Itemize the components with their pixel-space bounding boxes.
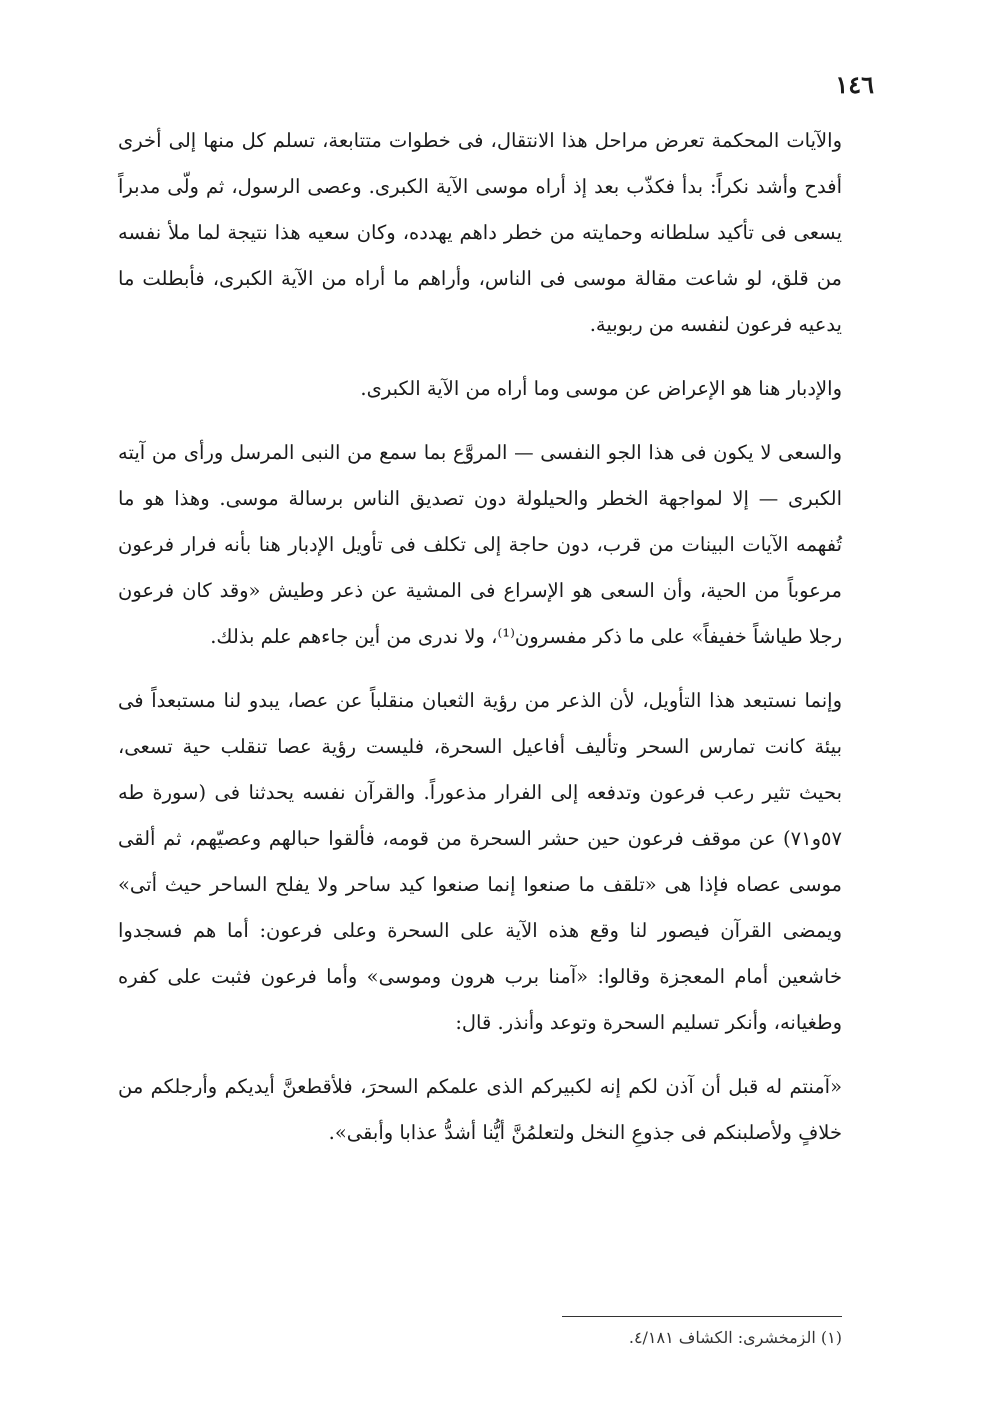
paragraph-1: والآيات المحكمة تعرض مراحل هذا الانتقال، فى خطوات متتابعة، تسلم كل منها إلى أخرى أفدح وأشد نكراً: بدأ فكذّب بعد إذ أراه موسى الآية الكبرى. وعصى الرسول، ثم ولّى مدبراً يسعى فى تأكيد سلطانه وحمايته من خطر داهم يهدده، وكان سعيه هذا نتيجة لما ملأ نفسه من قلق، لو شاعت مقالة موسى فى الناس، وأراهم ما أراه من الآية الكبرى، فأبطلت ما يدعيه فرعون لنفسه من ربوبية. (118, 129, 842, 336)
paragraph-3: والسعى لا يكون فى هذا الجو النفسى — المروَّع بما سمع من النبى المرسل ورأى من آيته الكبرى — إلا لمواجهة الخطر والحيلولة دون تصديق الناس برسالة موسى. وهذا هو ما تُفهمه الآيات البينات من قرب، دون حاجة إلى تكلف فى تأويل الإدبار هنا بأنه فرار فرعون مرعوباً من الحية، وأن السعى هو الإسراع فى المشية عن ذعر وطيش «وقد كان فرعون رجلا طياشاً خفيفاً» على ما ذكر مفسرون⁽¹⁾، ولا ندرى من أين جاءهم علم بذلك. (118, 441, 842, 648)
quote-paragraph: «آمنتم له قبل أن آذن لكم إنه لكبيركم الذى علمكم السحرَ، فلأقطعنَّ أيديكم وأرجلكم من خلافٍ ولأصلبنكم فى جذوعِ النخل ولتعلمُنَّ أيُّنا أشدُّ عذابا وأبقى». (118, 1075, 842, 1144)
paragraph-spacer (118, 1046, 842, 1064)
paragraph-spacer (118, 412, 842, 430)
body-text (118, 118, 842, 1156)
paragraph-4: وإنما نستبعد هذا التأويل، لأن الذعر من رؤية الثعبان منقلباً عن عصا، يبدو لنا مستبعداً فى بيئة كانت تمارس السحر وتأليف أفاعيل السحرة، فليست رؤية عصا تنقلب حية تسعى، بحيث تثير رعب فرعون وتدفعه إلى الفرار مذعوراً. والقرآن نفسه يحدثنا فى (سورة طه ٥٧و٧١) عن موقف فرعون حين حشر السحرة من قومه، فألقوا حبالهم وعصيّهم، ثم ألقى موسى عصاه فإذا هى «تلقف ما صنعوا إنما صنعوا كيد ساحر ولا يفلح الساحر حيث أتى» ويمضى القرآن فيصور لنا وقع هذه الآية على السحرة وعلى فرعون: أما هم فسجدوا خاشعين أمام المعجزة وقالوا: «آمنا برب هرون وموسى» وأما فرعون فثبت على كفره وطغيانه، وأنكر تسليم السحرة وتوعد وأنذر. قال: (118, 689, 842, 1034)
footnote-divider (562, 1316, 842, 1317)
page-number: ١٤٦ (835, 70, 874, 99)
paragraph-spacer (118, 660, 842, 678)
paragraph-spacer (118, 348, 842, 366)
footnote: (١) الزمخشرى: الكشاف ٤/١٨١. (628, 1328, 842, 1347)
paragraph-2: والإدبار هنا هو الإعراض عن موسى وما أراه من الآية الكبرى. (360, 377, 842, 400)
